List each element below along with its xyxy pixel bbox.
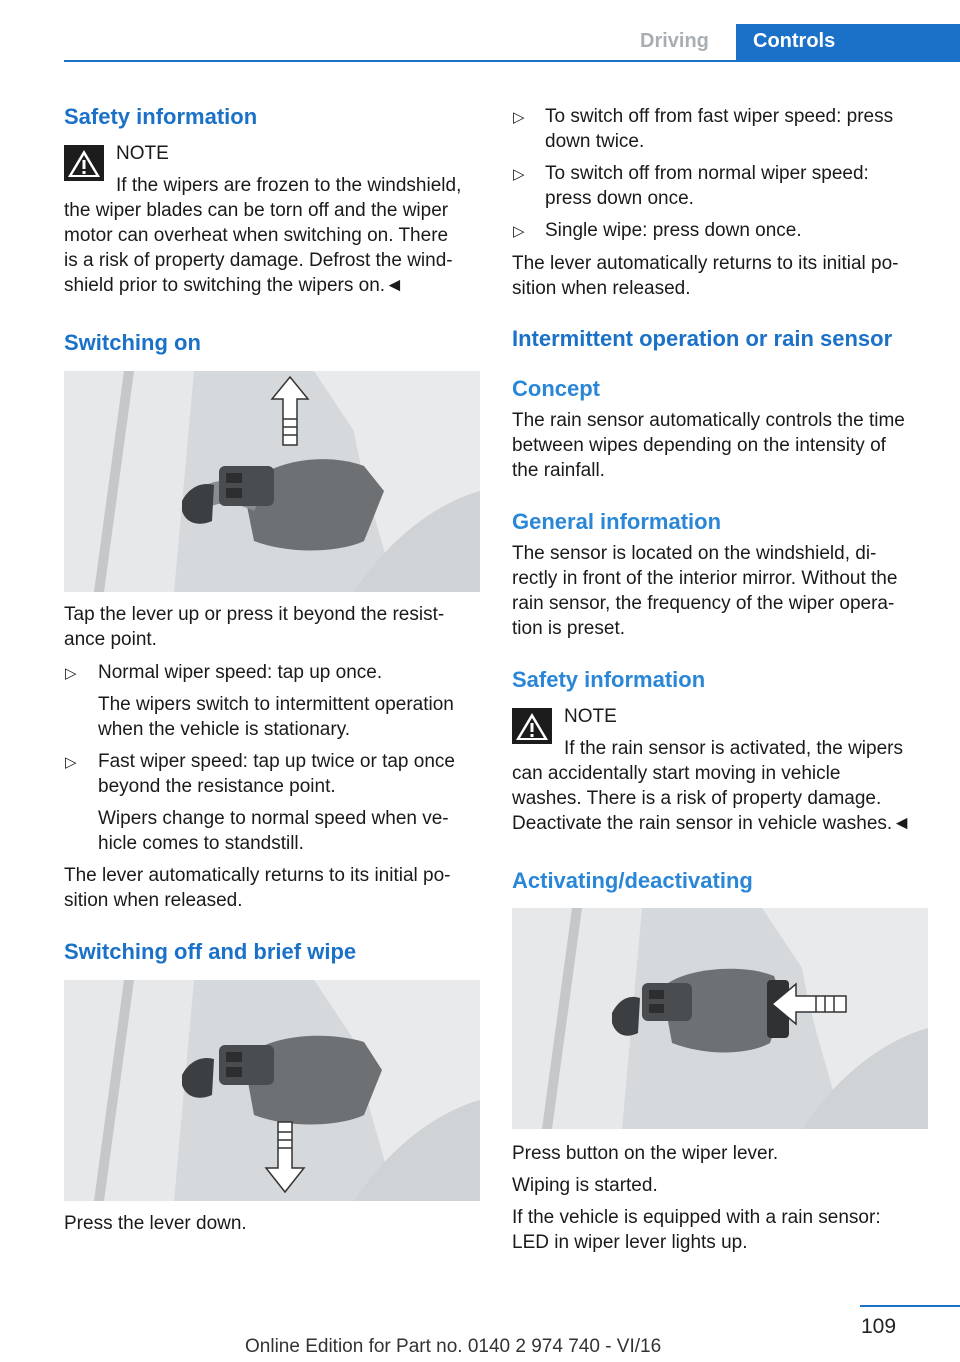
bullet-icon: ▷ <box>65 754 77 771</box>
general-info-text: tion is preset. <box>512 618 625 639</box>
tap-lever-text: Tap the lever up or press it beyond the resist- <box>64 604 445 625</box>
bullet-fast-speed-detail: hicle comes to standstill. <box>98 833 304 854</box>
bullet-icon: ▷ <box>513 223 525 240</box>
press-lever-down-text: Press the lever down. <box>64 1213 247 1234</box>
activating-heading: Activating/deactivating <box>512 868 753 893</box>
rain-sensor-led-text: If the vehicle is equipped with a rain sensor: <box>512 1207 881 1228</box>
bullet-icon: ▷ <box>513 166 525 183</box>
edition-note: Online Edition for Part no. 0140 2 974 740 - VI/16 <box>245 1336 662 1357</box>
concept-text: The rain sensor automatically controls the time <box>512 410 905 431</box>
arrow-left-icon <box>770 982 848 1026</box>
arrow-down-icon <box>264 1120 306 1194</box>
arrow-up-icon <box>270 375 310 447</box>
warning-icon <box>64 145 104 181</box>
right-note-line: washes. There is a risk of property damage. <box>512 788 882 809</box>
header-section: Driving <box>640 30 709 52</box>
press-button-text: Press button on the wiper lever. <box>512 1143 779 1164</box>
switching-on-heading: Switching on <box>64 330 201 355</box>
concept-text: between wipes depending on the intensity of <box>512 435 886 456</box>
right-note-line: Deactivate the rain sensor in vehicle washes.◄ <box>512 813 911 834</box>
header-chapter-tab: Controls <box>736 24 960 61</box>
left-safety-heading: Safety information <box>64 104 258 129</box>
wiping-started-text: Wiping is started. <box>512 1175 658 1196</box>
general-info-heading: General information <box>512 509 722 534</box>
bullet-fast-speed-detail: Wipers change to normal speed when ve- <box>98 808 449 829</box>
bullet-normal-speed: Normal wiper speed: tap up once. <box>98 662 383 683</box>
wiper-lever-button-illustration <box>512 908 928 1129</box>
lever-return-text: The lever automatically returns to its initial po- <box>64 865 451 886</box>
bullet-icon: ▷ <box>65 665 77 682</box>
right-note-label: NOTE <box>564 706 617 727</box>
tap-lever-text: ance point. <box>64 629 157 650</box>
bullet-switch-off-normal: press down once. <box>545 188 694 209</box>
left-note-label: NOTE <box>116 143 169 164</box>
bullet-normal-speed-detail: when the vehicle is stationary. <box>98 719 351 740</box>
concept-heading: Concept <box>512 376 600 401</box>
bullet-switch-off-normal: To switch off from normal wiper speed: <box>545 163 869 184</box>
bullet-normal-speed-detail: The wipers switch to intermittent operation <box>98 694 454 715</box>
intermittent-heading: Intermittent operation or rain sensor <box>512 326 893 351</box>
footer-rule <box>860 1305 960 1307</box>
lever-return-text: sition when released. <box>64 890 243 911</box>
bullet-single-wipe: Single wipe: press down once. <box>545 220 802 241</box>
switching-off-heading: Switching off and brief wipe <box>64 939 357 964</box>
right-note-line: If the rain sensor is activated, the wipers <box>564 738 903 759</box>
bullet-fast-speed: Fast wiper speed: tap up twice or tap once <box>98 751 455 772</box>
right-note-line: can accidentally start moving in vehicle <box>512 763 841 784</box>
left-note-line: motor can overheat when switching on. There <box>64 225 449 246</box>
bullet-switch-off-fast: To switch off from fast wiper speed: press <box>545 106 894 127</box>
left-note-line: is a risk of property damage. Defrost the wind- <box>64 250 453 271</box>
lever-return-text: sition when released. <box>512 278 691 299</box>
warning-icon <box>512 708 552 744</box>
left-note-line: shield prior to switching the wipers on.◄ <box>64 275 404 296</box>
general-info-text: rain sensor, the frequency of the wiper opera- <box>512 593 895 614</box>
right-safety-heading: Safety information <box>512 667 706 692</box>
lever-return-text: The lever automatically returns to its initial po- <box>512 253 899 274</box>
general-info-text: rectly in front of the interior mirror. Without the <box>512 568 898 589</box>
left-note-line: the wiper blades can be torn off and the wiper <box>64 200 449 221</box>
left-note-line: If the wipers are frozen to the windshield, <box>116 175 462 196</box>
page-number: 109 <box>861 1315 897 1338</box>
bullet-fast-speed: beyond the resistance point. <box>98 776 336 797</box>
bullet-icon: ▷ <box>513 109 525 126</box>
general-info-text: The sensor is located on the windshield, di- <box>512 543 877 564</box>
bullet-switch-off-fast: down twice. <box>545 131 645 152</box>
concept-text: the rainfall. <box>512 460 605 481</box>
rain-sensor-led-text: LED in wiper lever lights up. <box>512 1232 748 1253</box>
